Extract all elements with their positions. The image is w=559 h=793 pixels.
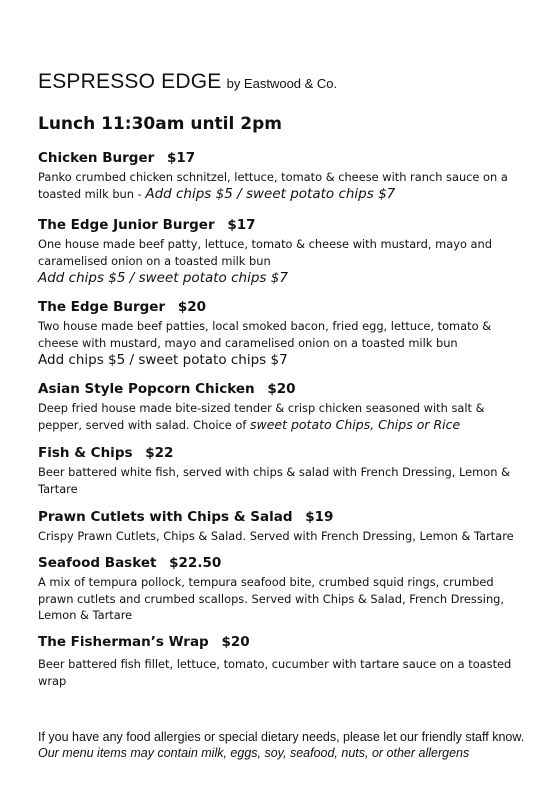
item-description: Panko crumbed chicken schnitzel, lettuce, tomato & cheese with ranch sauce on a toasted milk bun - (38, 170, 508, 201)
allergy-notice-text: If you have any food allergies or special dietary needs, please let our friendly staff know. (38, 730, 525, 744)
item-description: Two house made beef patties, local smoked bacon, fried egg, lettuce, tomato & cheese with mustard, mayo and caramelised onion on a toasted milk bun (38, 319, 492, 350)
item-name: Prawn Cutlets with Chips & Salad (38, 509, 293, 525)
menu-item-seafood-basket (38, 555, 528, 624)
menu-item-edge-burger (38, 299, 528, 369)
item-title (38, 509, 528, 525)
item-name: Asian Style Popcorn Chicken (38, 381, 255, 397)
item-description: Deep fried house made bite-sized tender & crisp chicken seasoned with salt & pepper, served with salad. Choice of (38, 401, 485, 432)
menu-item-prawn-cutlets (38, 509, 528, 545)
allergy-notice (38, 730, 528, 761)
item-description: A mix of tempura pollock, tempura seafood bite, crumbed squid rings, crumbed prawn cutlets and crumbed scallops. Served with Chips & Salad, French Dressing, Lemon & Tartare (38, 575, 505, 622)
item-description: Crispy Prawn Cutlets, Chips & Salad. Served with French Dressing, Lemon & Tartare (38, 529, 514, 543)
menu-item-fish-and-chips (38, 445, 528, 497)
item-description-block (38, 400, 528, 433)
item-addon: Add chips $5 / sweet potato chips $7 (145, 185, 396, 202)
item-addon: Add chips $5 / sweet potato chips $7 (38, 352, 288, 368)
menu-header (38, 70, 337, 94)
item-price: $20 (267, 381, 296, 397)
item-name: The Edge Junior Burger (38, 217, 215, 233)
item-description: Beer battered white fish, served with chips & salad with French Dressing, Lemon & Tartare (38, 465, 510, 496)
menu-item-chicken-burger (38, 150, 528, 202)
item-title (38, 555, 528, 571)
item-price: $22 (145, 445, 174, 461)
item-title (38, 445, 528, 461)
item-name: Fish & Chips (38, 445, 133, 461)
item-title (38, 150, 528, 166)
brand-subtitle: by Eastwood & Co. (226, 76, 338, 91)
menu-item-edge-junior-burger (38, 217, 528, 287)
item-price: $20 (221, 634, 250, 650)
allergy-notice-italic: Our menu items may contain milk, eggs, soy, seafood, nuts, or other allergens (38, 745, 470, 760)
item-description: One house made beef patty, lettuce, tomato & cheese with mustard, mayo and caramelised onion on a toasted milk bun (38, 237, 492, 268)
item-price: $22.50 (169, 555, 222, 571)
item-description: Beer battered fish fillet, lettuce, tomato, cucumber with tartare sauce on a toasted wrap (38, 657, 512, 688)
item-name: The Fisherman’s Wrap (38, 634, 209, 650)
item-title (38, 217, 528, 233)
item-price: $17 (166, 150, 196, 166)
item-title (38, 381, 528, 397)
menu-item-popcorn-chicken (38, 381, 528, 433)
brand-name: ESPRESSO EDGE (38, 70, 222, 93)
lunch-hours-heading: Lunch 11:30am until 2pm (38, 114, 282, 134)
item-addon: sweet potato Chips, Chips or Rice (249, 416, 461, 432)
menu-item-fishermans-wrap (38, 634, 528, 689)
item-addon: Add chips $5 / sweet potato chips $7 (38, 270, 288, 286)
item-name: The Edge Burger (38, 299, 166, 315)
item-name: Chicken Burger (38, 150, 155, 166)
item-price: $20 (177, 299, 207, 315)
item-title (38, 299, 528, 315)
item-description-block (38, 169, 528, 202)
item-price: $19 (305, 509, 334, 525)
item-price: $17 (227, 217, 256, 233)
item-name: Seafood Basket (38, 555, 157, 571)
item-title (38, 634, 528, 650)
